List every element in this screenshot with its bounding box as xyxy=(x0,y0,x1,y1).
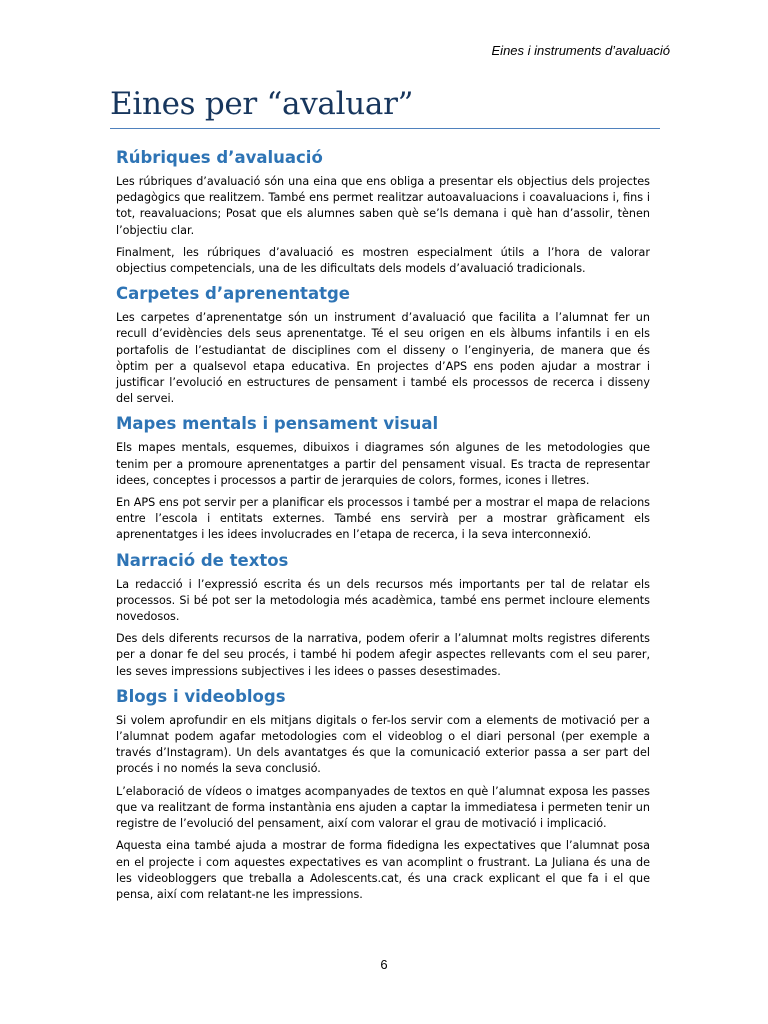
page-number: 6 xyxy=(380,957,388,972)
section-narracio xyxy=(116,551,650,680)
paragraph: Els mapes mentals, esquemes, dibuixos i diagrames són algunes de les metodologies que tenim per a promoure aprenentatges a partir del pensament visual. Es tracta de representar idees, conceptes i processos a partir de jerarquies de colors, formes, icones i lletres. xyxy=(116,441,650,487)
section-heading: Narració de textos xyxy=(116,550,289,570)
paragraph: Si volem aprofundir en els mitjans digitals o fer-los servir com a elements de motivació per a l’alumnat podem agafar metodologies com el videoblog o el diari personal (per exemple a través d’Instagram). Un dels avantatges és que la comunicació exterior passa a ser part del procés i no només la seva conclusió. xyxy=(116,713,650,776)
running-header: Eines i instruments d’avaluació xyxy=(491,43,670,58)
section-mapes-mentals xyxy=(116,414,650,543)
page-title: Eines per “avaluar” xyxy=(110,86,414,122)
section-heading: Mapes mentals i pensament visual xyxy=(116,414,439,434)
section-blogs xyxy=(116,687,650,903)
main-content xyxy=(116,148,650,903)
title-underline xyxy=(110,128,660,129)
section-heading: Rúbriques d’avaluació xyxy=(116,148,323,167)
section-heading: Carpetes d’aprenentatge xyxy=(116,284,350,304)
paragraph: En APS ens pot servir per a planificar els processos i també per a mostrar el mapa de relacions entre l’escola i entitats externes. També ens servirà per a mostrar gràficament els aprenentatges i les idees involucrades en l’etapa de recerca, i la seva interconnexió. xyxy=(116,496,650,542)
paragraph: La redacció i l’expressió escrita és un dels recursos més importants per tal de relatar els processos. Si bé pot ser la metodologia més acadèmica, també ens permet incloure elements novedosos. xyxy=(116,577,650,624)
paragraph: Des dels diferents recursos de la narrativa, podem oferir a l’alumnat molts registres diferents per a donar fe del seu procés, i també hi podem afegir aspectes rellevants com el seu parer, les seves impressions subjectives i les idees o passes desestimades. xyxy=(116,632,650,678)
paragraph: L’elaboració de vídeos o imatges acompanyades de textos en què l’alumnat exposa les passes que va realitzant de forma instantània ens ajuden a captar la immediatesa i permeten tenir un registre de l’evolució del pensament, així com valorar el grau de motivació i implicació. xyxy=(116,784,650,831)
section-carpetes xyxy=(116,284,650,407)
paragraph: Finalment, les rúbriques d’avaluació es mostren especialment útils a l’hora de valorar objectius competencials, una de les dificultats dels models d’avaluació tradicionals. xyxy=(116,245,650,276)
paragraph: Les rúbriques d’avaluació són una eina que ens obliga a presentar els objectius dels projectes pedagògics que realitzem. També ens permet realitzar autoavaluacions i coavaluacions i, fins i tot, reavaluacions; Posat que els alumnes saben què se’ls demana i què han d’assolir, tènen l’objectiu clar. xyxy=(116,175,650,237)
section-heading: Blogs i videoblogs xyxy=(116,686,286,706)
section-rubriques xyxy=(116,148,650,277)
paragraph: Aquesta eina també ajuda a mostrar de forma fidedigna les expectatives que l’alumnat posa en el projecte i com aquestes expectatives es van acomplint o frustrant. La Juliana és una de les videobloggers que treballa a Adolescents.cat, és una crack explicant el que fa i el que pensa, així com relatant-ne les impressions. xyxy=(116,839,650,901)
paragraph: Les carpetes d’aprenentatge són un instrument d’avaluació que facilita a l’alumnat fer un recull d’evidències dels seus aprenentatge. Té el seu origen en els àlbums infantils i en els portafolis de l’estudiantat de disciplines com el disseny o l’enginyeria, de manera que és òptim per a qualsevol etapa educativa. En projectes d’APS ens poden ajudar a mostrar i justificar l’evolució en estructures de pensament i també els processos de recerca i disseny del servei. xyxy=(116,311,650,406)
